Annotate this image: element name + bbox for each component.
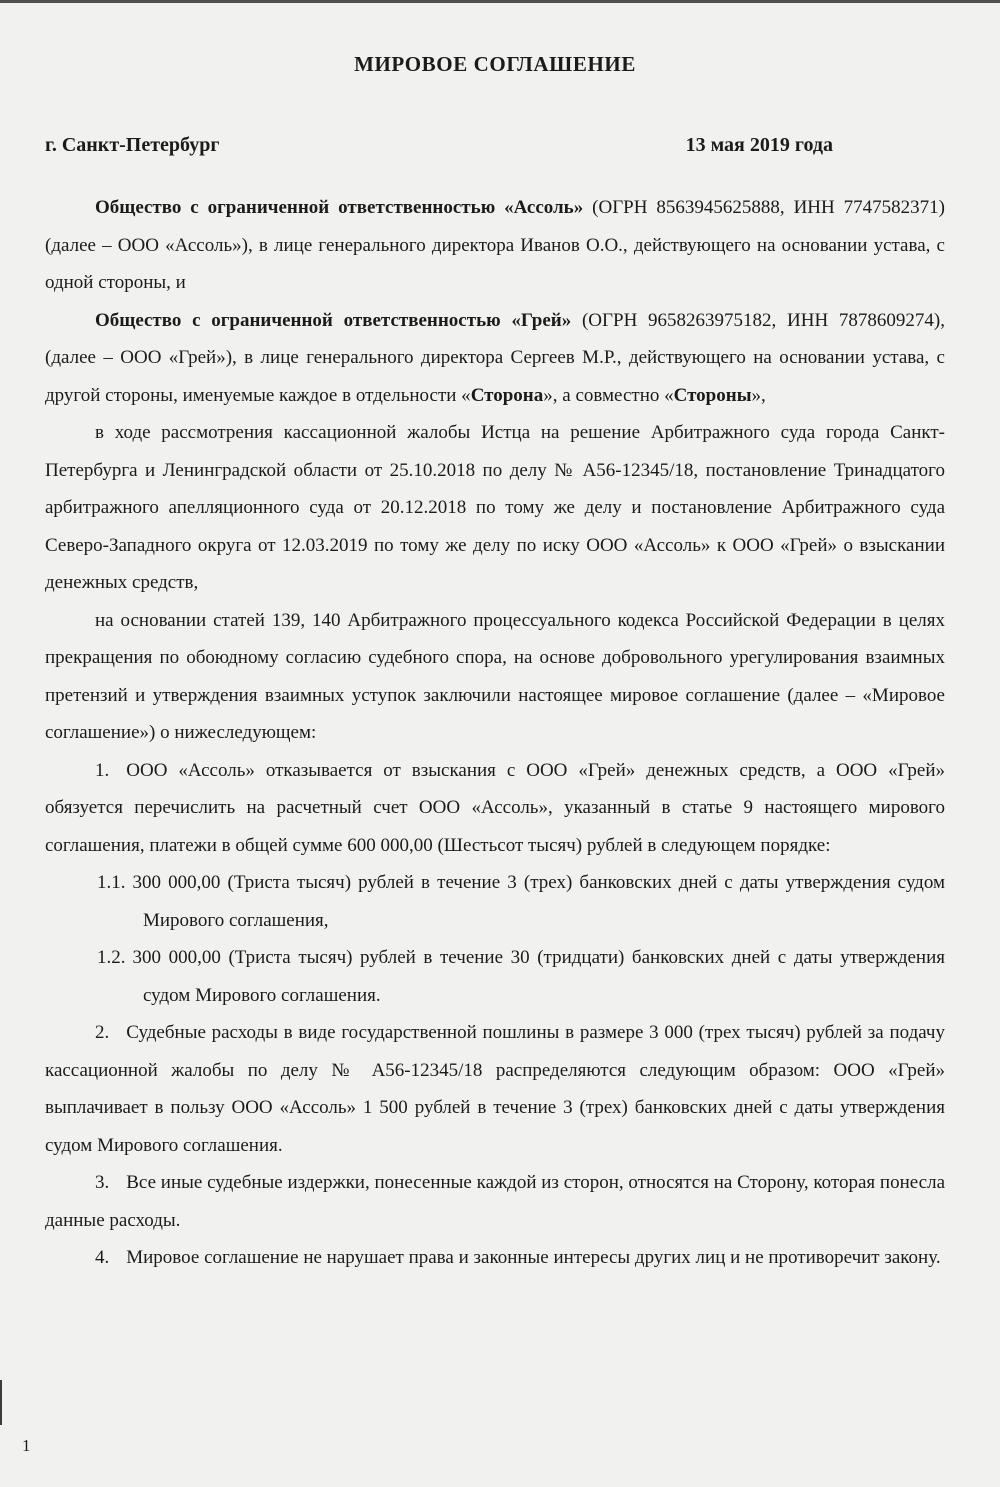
text-run: (ОГРН 8563945625888, ИНН 7747582371) (далее – ООО «Ассоль»), в лице генерального директора Иванов О.О., действующего на основании устава, с одной стороны, и bbox=[45, 197, 945, 293]
text-run: », bbox=[751, 384, 766, 406]
text-run: Судебные расходы в виде государственной пошлины в размере 3 000 (трех тысяч) рублей за подачу кассационной жалобы по делу № А56-12345/18 распределяются следующим образом: ООО «Грей» выплачивает в пользу ООО «Ассоль» 1 500 рублей в течение 3 (трех) банковских дней с даты утверждения судом Мирового соглашения. bbox=[45, 1022, 945, 1156]
document-date: 13 мая 2019 года bbox=[685, 134, 833, 156]
item-number: 4. bbox=[95, 1247, 110, 1268]
document-place: г. Санкт-Петербург bbox=[45, 134, 220, 156]
text-cursor bbox=[0, 1380, 2, 1425]
party-1-paragraph bbox=[45, 189, 945, 302]
item-number: 3. bbox=[95, 1172, 110, 1193]
text-run: на основании статей 139, 140 Арбитражного процессуального кодекса Российской Федерации в целях прекращения по обоюдному согласию судебного спора, на основе добровольного урегулирования взаимных претензий и утверждения взаимных уступок заключили настоящее мировое соглашение (далее – «Мировое соглашение») о нижеследующем: bbox=[45, 609, 945, 743]
window-top-border bbox=[0, 0, 1000, 3]
document-content bbox=[0, 50, 1000, 1277]
text-run: », а совместно « bbox=[543, 384, 674, 406]
text-run: 300 000,00 (Триста тысяч) рублей в течение 3 (трех) банковских дней с даты утверждения судом Мирового соглашения, bbox=[132, 872, 945, 931]
bold-text: Сторона bbox=[470, 384, 544, 406]
text-run: в ходе рассмотрения кассационной жалобы Истца на решение Арбитражного суда города Санкт-Петербурга и Ленинградской области от 25.10.2018 по делу № А56-12345/18, постановление Тринадцатого арбитражного апелляционного суда от 20.12.2018 по тому же делу и постановление Арбитражного суда Северо-Западного округа от 12.03.2019 по тому же делу по иску ООО «Ассоль» к ООО «Грей» о взыскании денежных средств, bbox=[45, 422, 945, 593]
text-run: 300 000,00 (Триста тысяч) рублей в течение 30 (тридцати) банковских дней с даты утверждения судом Мирового соглашения. bbox=[132, 947, 945, 1006]
clause-1 bbox=[45, 752, 945, 865]
item-number: 1.1. bbox=[97, 872, 126, 893]
clause-1-1 bbox=[97, 864, 945, 939]
clause-3 bbox=[45, 1164, 945, 1239]
page-number: 1 bbox=[22, 1436, 31, 1455]
item-number: 1. bbox=[95, 759, 110, 781]
case-history-paragraph bbox=[45, 414, 945, 602]
legal-basis-paragraph bbox=[45, 602, 945, 752]
text-run: Все иные судебные издержки, понесенные каждой из сторон, относятся на Сторону, которая понесла данные расходы. bbox=[45, 1172, 945, 1231]
party-2-paragraph bbox=[45, 302, 945, 415]
item-number: 1.2. bbox=[97, 947, 126, 968]
bold-text: Общество с ограниченной ответственностью «Ассоль» bbox=[95, 197, 584, 218]
text-run: Мировое соглашение не нарушает права и законные интересы других лиц и не противоречит закону. bbox=[126, 1247, 941, 1268]
item-number: 2. bbox=[95, 1022, 110, 1043]
bold-text: Стороны bbox=[673, 384, 752, 406]
document-body bbox=[45, 189, 945, 1277]
text-run: ООО «Ассоль» отказывается от взыскания с ООО «Грей» денежных средств, а ООО «Грей» обязуется перечислить на расчетный счет ООО «Ассоль», указанный в статье 9 настоящего мирового соглашения, платежи в общей сумме 600 000,00 (Шестьсот тысяч) рублей в следующем порядке: bbox=[45, 759, 945, 856]
clause-4 bbox=[45, 1239, 945, 1277]
place-date-row bbox=[45, 132, 945, 158]
clause-2 bbox=[45, 1014, 945, 1164]
bold-text: Общество с ограниченной ответственностью «Грей» bbox=[95, 309, 572, 331]
text-run: (ОГРН 9658263975182, ИНН 7878609274), (далее – ООО «Грей»), в лице генерального директора Сергеев М.Р., действующего на основании устава, с другой стороны, именуемые каждое в отдельности « bbox=[45, 309, 946, 406]
clause-1-2 bbox=[97, 939, 945, 1014]
document-title: МИРОВОЕ СОГЛАШЕНИЕ bbox=[354, 52, 636, 76]
